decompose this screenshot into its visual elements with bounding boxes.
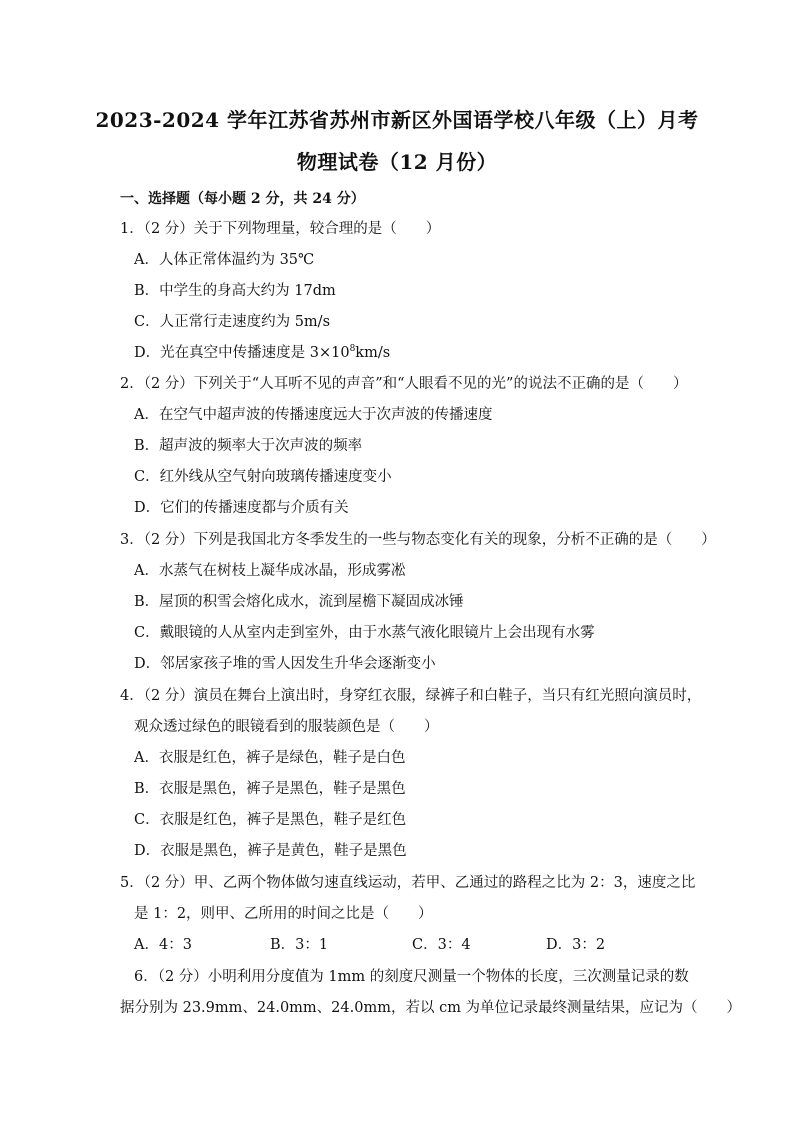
- question-1-option-d-text: D．光在真空中传播速度是 3×10: [134, 345, 350, 361]
- question-1-option-d: [134, 341, 390, 362]
- question-4-stem-line-1: 4．（2 分）演员在舞台上演出时，身穿红衣服，绿裤子和白鞋子，当只有红光照向演员时，: [120, 688, 702, 704]
- question-4-stem-line-2: 观众透过绿色的眼镜看到的服装颜色是（ ）: [134, 719, 439, 735]
- question-5-stem-line-1: 5．（2 分）甲、乙两个物体做匀速直线运动，若甲、乙通过的路程之比为 2：3，速度之比: [120, 875, 696, 891]
- question-3-stem: 3．（2 分）下列是我国北方冬季发生的一些与物态变化有关的现象，分析不正确的是（ ）: [120, 532, 716, 548]
- question-5-option-c: C．3：4: [412, 937, 471, 953]
- question-3-option-b: B．屋顶的积雪会熔化成水，流到屋檐下凝固成冰锤: [134, 594, 464, 610]
- section-heading: 一、选择题（每小题 2 分，共 24 分）: [120, 191, 365, 207]
- question-3-option-a: A．水蒸气在树枝上凝华成冰晶，形成雾凇: [134, 563, 406, 579]
- document-title-line-1: 2023-2024 学年江苏省苏州市新区外国语学校八年级（上）月考: [95, 108, 699, 132]
- question-2-stem: 2．（2 分）下列关于“人耳听不见的声音”和“人眼看不见的光”的说法不正确的是（ ）: [120, 376, 688, 392]
- document-title-line-2: 物理试卷（12 月份）: [296, 150, 498, 174]
- question-5-option-d: D．3：2: [546, 937, 606, 953]
- question-1-option-b: B．中学生的身高大约为 17dm: [134, 283, 336, 299]
- question-2-option-c: C．红外线从空气射向玻璃传播速度变小: [134, 469, 392, 485]
- question-5-stem-line-2: 是 1：2，则甲、乙所用的时间之比是（ ）: [134, 906, 433, 922]
- question-6-stem-line-2: 据分别为 23.9mm、24.0mm、24.0mm，若以 cm 为单位记录最终测量结果，应记为（ ）: [120, 1000, 742, 1016]
- question-2-option-a: A．在空气中超声波的传播速度远大于次声波的传播速度: [134, 407, 493, 423]
- question-1-option-d-unit: km/s: [355, 345, 391, 361]
- question-1-option-d-exponent: 8: [349, 344, 356, 354]
- question-6-stem-line-1: 6．（2 分）小明利用分度值为 1mm 的刻度尺测量一个物体的长度，三次测量记录的数: [134, 969, 689, 985]
- question-4-option-c: C．衣服是红色，裤子是黑色，鞋子是红色: [134, 812, 407, 828]
- question-1-option-a: A．人体正常体温约为 35℃: [134, 252, 315, 268]
- question-2-option-d: D．它们的传播速度都与介质有关: [134, 500, 349, 516]
- question-3-option-c: C．戴眼镜的人从室内走到室外，由于水蒸气液化眼镜片上会出现有水雾: [134, 625, 595, 641]
- question-1-option-c: C．人正常行走速度约为 5m/s: [134, 314, 331, 330]
- question-1-stem: 1．（2 分）关于下列物理量，较合理的是（ ）: [120, 221, 441, 237]
- question-3-option-d: D．邻居家孩子堆的雪人因发生升华会逐渐变小: [134, 656, 436, 672]
- question-4-option-a: A．衣服是红色，裤子是绿色，鞋子是白色: [134, 750, 406, 766]
- question-5-option-b: B．3：1: [270, 937, 329, 953]
- question-5-option-a: A．4：3: [134, 937, 192, 953]
- question-4-option-b: B．衣服是黑色，裤子是黑色，鞋子是黑色: [134, 781, 406, 797]
- question-4-option-d: D．衣服是黑色，裤子是黄色，鞋子是黑色: [134, 843, 407, 859]
- question-2-option-b: B．超声波的频率大于次声波的频率: [134, 438, 363, 454]
